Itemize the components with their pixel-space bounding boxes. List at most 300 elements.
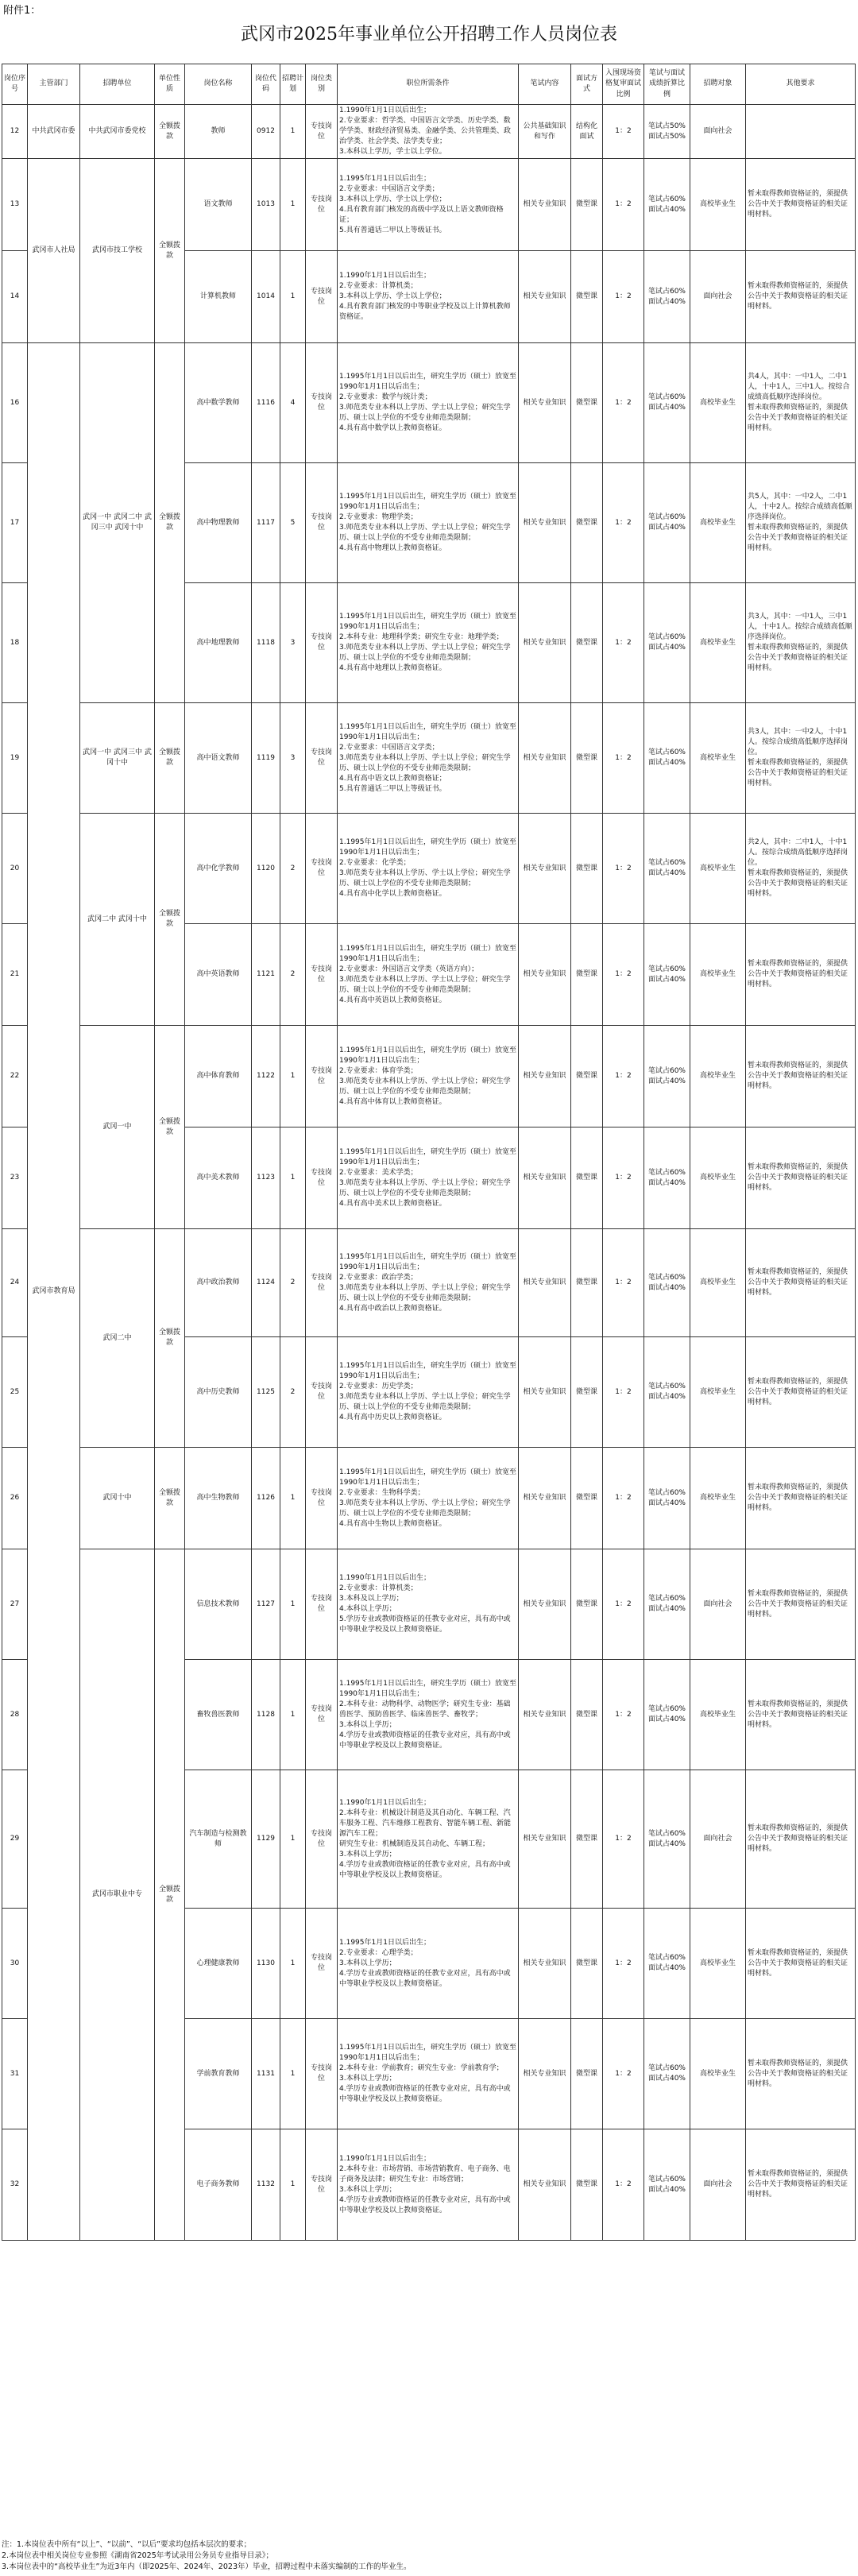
- text-line: 面试占40%: [647, 1964, 686, 1973]
- text-line: 1.1995年1月1日以后出生，研究生学历（硕士）放宽至1990年1月1日以后出生；: [339, 944, 516, 963]
- conditions-cell: [338, 924, 519, 1026]
- seq-cell: 21: [2, 924, 28, 1026]
- score-weight-cell: [644, 1660, 690, 1770]
- interview-ratio-cell: 1：2: [603, 924, 644, 1026]
- exam-content-cell: 相关专业知识: [519, 1026, 571, 1127]
- other-requirements-cell: [746, 2019, 856, 2129]
- score-weight-cell: [644, 1229, 690, 1337]
- text-line: 暂未取得教师资格证的，须提供公告中关于教师资格证的相关证明材料。: [748, 524, 848, 553]
- other-requirements-cell: [746, 343, 856, 463]
- text-line: 1.1995年1月1日以后出生；: [339, 1938, 431, 1947]
- interview-ratio-cell: 1：2: [603, 1909, 644, 2019]
- text-line: 4.具有高中美术以上教师资格证。: [339, 1199, 446, 1208]
- column-header: 岗位代码: [252, 64, 280, 105]
- text-line: 1.1995年1月1日以后出生，研究生学历（硕士）放宽至1990年1月1日以后出生；: [339, 1468, 516, 1487]
- post-code-cell: 1129: [252, 1770, 280, 1909]
- post-code-cell: 1122: [252, 1026, 280, 1127]
- text-line: 1.1995年1月1日以后出生，研究生学历（硕士）放宽至1990年1月1日以后出生；: [339, 2044, 516, 2063]
- text-line: 暂未取得教师资格证的，须提供公告中关于教师资格证的相关证明材料。: [748, 960, 848, 989]
- seq-cell: 29: [2, 1770, 28, 1909]
- note-item: 注：1.本岗位表中所有“以上”、“以前”、“以后”要求均包括本层次的要求；: [2, 2540, 252, 2549]
- post-category-cell: 专技岗位: [306, 1026, 338, 1127]
- interview-method-cell: 结构化面试: [571, 105, 603, 159]
- text-line: 3.师范类专业本科以上学历、学士以上学位；研究生学历、硕士以上学位的不受专业师范类限制；: [339, 1077, 511, 1096]
- text-line: 笔试占60%: [647, 513, 686, 522]
- unit-cell: 武冈十中: [80, 1448, 155, 1549]
- conditions-cell: [338, 1127, 519, 1229]
- conditions-cell: [338, 1549, 519, 1660]
- conditions-cell: [338, 1229, 519, 1337]
- text-line: 笔试占60%: [647, 2175, 686, 2183]
- plan-count-cell: 4: [280, 343, 306, 463]
- target-cell: 高校毕业生: [690, 703, 746, 814]
- text-line: 笔试占60%: [647, 195, 686, 203]
- post-category-cell: 专技岗位: [306, 1448, 338, 1549]
- target-cell: 高校毕业生: [690, 1909, 746, 2019]
- exam-content-cell: 相关专业知识: [519, 463, 571, 583]
- score-weight-cell: [644, 1549, 690, 1660]
- seq-cell: 18: [2, 583, 28, 703]
- interview-ratio-cell: 1：2: [603, 1448, 644, 1549]
- conditions-cell: [338, 1909, 519, 2019]
- text-line: 面试占40%: [647, 869, 686, 878]
- target-cell: 高校毕业生: [690, 463, 746, 583]
- text-line: 2.本科专业：地理科学类；研究生专业：地理学类；: [339, 633, 504, 642]
- text-line: 3.师范类专业本科以上学历、学士以上学位；研究生学历、硕士以上学位的不受专业师范类限制；: [339, 1178, 511, 1197]
- text-line: 面试占40%: [647, 1715, 686, 1724]
- interview-method-cell: 微型课: [571, 1337, 603, 1448]
- interview-method-cell: 微型课: [571, 703, 603, 814]
- text-line: 笔试占50%: [647, 122, 686, 130]
- other-requirements-cell: [746, 814, 856, 924]
- text-line: 1.1990年1月1日以后出生；: [339, 106, 431, 114]
- plan-count-cell: 2: [280, 1229, 306, 1337]
- interview-ratio-cell: 1：2: [603, 703, 644, 814]
- exam-content-cell: 相关专业知识: [519, 159, 571, 251]
- text-line: 4.具有高中地理以上教师资格证。: [339, 664, 446, 673]
- seq-cell: 24: [2, 1229, 28, 1337]
- score-weight-cell: [644, 343, 690, 463]
- text-line: 笔试占60%: [647, 1383, 686, 1391]
- interview-method-cell: 微型课: [571, 1448, 603, 1549]
- text-line: 暂未取得教师资格证的，须提供公告中关于教师资格证的相关证明材料。: [748, 1589, 848, 1619]
- interview-method-cell: 微型课: [571, 2129, 603, 2241]
- other-requirements-cell: [746, 1770, 856, 1909]
- post-category-cell: 专技岗位: [306, 463, 338, 583]
- post-category-cell: 专技岗位: [306, 1337, 338, 1448]
- post-code-cell: 1127: [252, 1549, 280, 1660]
- plan-count-cell: 1: [280, 1448, 306, 1549]
- interview-ratio-cell: 1：2: [603, 1337, 644, 1448]
- text-line: 暂未取得教师资格证的，须提供公告中关于教师资格证的相关证明材料。: [748, 190, 848, 219]
- interview-method-cell: 微型课: [571, 2019, 603, 2129]
- table-row: [2, 343, 856, 463]
- text-line: 3.本科以上学历、学士以上学位；: [339, 195, 446, 203]
- nature-cell: 全额拨款: [155, 1229, 185, 1448]
- seq-cell: 22: [2, 1026, 28, 1127]
- score-weight-cell: [644, 1909, 690, 2019]
- text-line: 2.专业要求：中国语言文学类；: [339, 743, 439, 752]
- text-line: 面试占50%: [647, 132, 686, 141]
- text-line: 2.专业要求：体育学类；: [339, 1066, 418, 1075]
- text-line: 4.具有高中物理以上教师资格证。: [339, 544, 446, 553]
- post-code-cell: 1119: [252, 703, 280, 814]
- text-line: 1.1990年1月1日以后出生；: [339, 272, 431, 280]
- table-row: [2, 814, 856, 924]
- post-name-cell: 高中生物教师: [185, 1448, 252, 1549]
- text-line: 笔试占60%: [647, 1273, 686, 1282]
- exam-content-cell: 相关专业知识: [519, 251, 571, 343]
- interview-method-cell: 微型课: [571, 1549, 603, 1660]
- other-requirements-cell: [746, 703, 856, 814]
- score-weight-cell: [644, 2129, 690, 2241]
- text-line: 面试占40%: [647, 1499, 686, 1507]
- interview-ratio-cell: 1：2: [603, 1660, 644, 1770]
- text-line: 面试占40%: [647, 524, 686, 532]
- exam-content-cell: 相关专业知识: [519, 924, 571, 1026]
- target-cell: 面向社会: [690, 251, 746, 343]
- seq-cell: 12: [2, 105, 28, 159]
- text-line: 4.具有高中数学以上教师资格证。: [339, 424, 446, 433]
- score-weight-cell: [644, 1026, 690, 1127]
- score-weight-cell: [644, 159, 690, 251]
- score-weight-cell: [644, 1770, 690, 1909]
- attachment-label: 附件1：: [3, 5, 41, 17]
- score-weight-cell: [644, 2019, 690, 2129]
- post-code-cell: 1118: [252, 583, 280, 703]
- target-cell: 面向社会: [690, 2129, 746, 2241]
- post-category-cell: 专技岗位: [306, 1909, 338, 2019]
- seq-cell: 16: [2, 343, 28, 463]
- text-line: 3.师范类专业本科以上学历、学士以上学位；研究生学历、硕士以上学位的不受专业师范类限制；: [339, 1283, 511, 1302]
- text-line: 1.1990年1月1日以后出生；: [339, 1798, 431, 1807]
- interview-method-cell: 微型课: [571, 1660, 603, 1770]
- text-line: 1.1995年1月1日以后出生，研究生学历（硕士）放宽至1990年1月1日以后出生；: [339, 1046, 516, 1065]
- unit-cell: 武冈一中 武冈二中 武冈三中 武冈十中: [80, 343, 155, 703]
- seq-cell: 14: [2, 251, 28, 343]
- dept-cell: 武冈市人社局: [28, 159, 80, 343]
- column-header: 其他要求: [746, 64, 856, 105]
- conditions-cell: [338, 1770, 519, 1909]
- target-cell: 面向社会: [690, 1549, 746, 1660]
- table-body: [2, 105, 856, 2241]
- text-line: 面试占40%: [647, 1283, 686, 1292]
- other-requirements-cell: [746, 1229, 856, 1337]
- text-line: 面试占40%: [647, 1839, 686, 1848]
- post-name-cell: 畜牧兽医教师: [185, 1660, 252, 1770]
- table-row: [2, 1229, 856, 1337]
- text-line: 面试占40%: [647, 2185, 686, 2194]
- score-weight-cell: [644, 1127, 690, 1229]
- text-line: 3.师范类专业本科以上学历、学士以上学位；研究生学历、硕士以上学位的不受专业师范类限制；: [339, 644, 511, 663]
- text-line: 3.本科以上学历；: [339, 2185, 396, 2194]
- conditions-cell: [338, 2019, 519, 2129]
- score-weight-cell: [644, 703, 690, 814]
- nature-cell: 全额拨款: [155, 1026, 185, 1229]
- table-row: [2, 1448, 856, 1549]
- text-line: 4.学历专业或教师资格证的任教专业对应，具有高中或中等职业学校及以上教师资格证。: [339, 1969, 511, 1988]
- post-code-cell: 1117: [252, 463, 280, 583]
- text-line: 3.师范类专业本科以上学历、学士以上学位；研究生学历、硕士以上学位的不受专业师范类限制；: [339, 524, 511, 543]
- seq-cell: 30: [2, 1909, 28, 2019]
- column-header: 岗位序号: [2, 64, 28, 105]
- score-weight-cell: [644, 814, 690, 924]
- table-row: [2, 105, 856, 159]
- text-line: 暂未取得教师资格证的，须提供公告中关于教师资格证的相关证明材料。: [748, 1700, 848, 1729]
- plan-count-cell: 1: [280, 105, 306, 159]
- score-weight-cell: [644, 583, 690, 703]
- text-line: 3.本科以上学历；: [339, 2075, 396, 2083]
- text-line: 笔试占60%: [647, 633, 686, 642]
- score-weight-cell: [644, 105, 690, 159]
- column-header: 笔试与面试成绩折算比例: [644, 64, 690, 105]
- text-line: 3.师范类专业本科以上学历、学士以上学位；研究生学历、硕士以上学位的不受专业师范类限制；: [339, 404, 511, 423]
- other-requirements-cell: [746, 1660, 856, 1770]
- notes: [2, 2539, 855, 2572]
- conditions-cell: [338, 343, 519, 463]
- target-cell: 高校毕业生: [690, 2019, 746, 2129]
- post-code-cell: 1132: [252, 2129, 280, 2241]
- interview-ratio-cell: 1：2: [603, 463, 644, 583]
- text-line: 1.1995年1月1日以后出生；: [339, 174, 431, 183]
- conditions-cell: [338, 1660, 519, 1770]
- text-line: 2.专业要求：化学类；: [339, 859, 411, 868]
- text-line: 面试占40%: [647, 1178, 686, 1187]
- other-requirements-cell: [746, 159, 856, 251]
- text-line: 3.师范类专业本科以上学历、学士以上学位；研究生学历、硕士以上学位的不受专业师范类限制；: [339, 753, 511, 772]
- text-line: 面试占40%: [647, 644, 686, 652]
- text-line: 4.具有高中化学以上教师资格证。: [339, 890, 446, 899]
- text-line: 1.1995年1月1日以后出生，研究生学历（硕士）放宽至1990年1月1日以后出生；: [339, 1362, 516, 1381]
- text-line: 1.1995年1月1日以后出生，研究生学历（硕士）放宽至1990年1月1日以后出生；: [339, 722, 516, 741]
- text-line: 1.1995年1月1日以后出生，研究生学历（硕士）放宽至1990年1月1日以后出生；: [339, 493, 516, 512]
- text-line: 暂未取得教师资格证的，须提供公告中关于教师资格证的相关证明材料。: [748, 2170, 848, 2199]
- seq-cell: 17: [2, 463, 28, 583]
- other-requirements-cell: [746, 251, 856, 343]
- text-line: 笔试占60%: [647, 859, 686, 868]
- text-line: 暂未取得教师资格证的，须提供公告中关于教师资格证的相关证明材料。: [748, 1377, 848, 1406]
- interview-ratio-cell: 1：2: [603, 1229, 644, 1337]
- text-line: 笔试占60%: [647, 1705, 686, 1714]
- text-line: 面试占40%: [647, 975, 686, 984]
- post-category-cell: 专技岗位: [306, 343, 338, 463]
- text-line: 共3人，其中：一中1人，三中1人，十中1人。按综合成绩高低顺序选择岗位。: [748, 613, 852, 642]
- text-line: 暂未取得教师资格证的，须提供公告中关于教师资格证的相关证明材料。: [748, 1483, 848, 1513]
- post-name-cell: 教师: [185, 105, 252, 159]
- text-line: 面试占40%: [647, 297, 686, 306]
- table-row: [2, 703, 856, 814]
- interview-method-cell: 微型课: [571, 463, 603, 583]
- target-cell: 面向社会: [690, 105, 746, 159]
- post-code-cell: 1123: [252, 1127, 280, 1229]
- text-line: 4.具有高中语文以上教师资格证；: [339, 774, 446, 783]
- target-cell: 高校毕业生: [690, 1448, 746, 1549]
- target-cell: 高校毕业生: [690, 1229, 746, 1337]
- text-line: 2.本科专业：动物科学、动物医学；研究生专业：基础兽医学、预防兽医学、临床兽医学、畜牧学；: [339, 1700, 511, 1719]
- post-name-cell: 高中英语教师: [185, 924, 252, 1026]
- conditions-cell: [338, 703, 519, 814]
- post-category-cell: 专技岗位: [306, 159, 338, 251]
- post-name-cell: 心理健康教师: [185, 1909, 252, 2019]
- post-category-cell: 专技岗位: [306, 1229, 338, 1337]
- score-weight-cell: [644, 1337, 690, 1448]
- post-name-cell: 语文教师: [185, 159, 252, 251]
- exam-content-cell: 相关专业知识: [519, 2129, 571, 2241]
- text-line: 面试占40%: [647, 2075, 686, 2083]
- exam-content-cell: 相关专业知识: [519, 1770, 571, 1909]
- text-line: 4.具有高中英语以上教师资格证。: [339, 996, 446, 1004]
- conditions-cell: [338, 1026, 519, 1127]
- seq-cell: 19: [2, 703, 28, 814]
- seq-cell: 28: [2, 1660, 28, 1770]
- plan-count-cell: 3: [280, 703, 306, 814]
- post-name-cell: 高中政治教师: [185, 1229, 252, 1337]
- text-line: 2.专业要求：数学与统计类；: [339, 393, 432, 402]
- plan-count-cell: 1: [280, 2129, 306, 2241]
- text-line: 笔试占60%: [647, 748, 686, 757]
- post-category-cell: 专技岗位: [306, 1549, 338, 1660]
- text-line: 3.师范类专业本科以上学历、学士以上学位；研究生学历、硕士以上学位的不受专业师范类限制；: [339, 1393, 511, 1412]
- interview-method-cell: 微型课: [571, 814, 603, 924]
- interview-ratio-cell: 1：2: [603, 814, 644, 924]
- exam-content-cell: 相关专业知识: [519, 1127, 571, 1229]
- text-line: 暂未取得教师资格证的，须提供公告中关于教师资格证的相关证明材料。: [748, 1268, 848, 1298]
- column-header: 招聘计划: [280, 64, 306, 105]
- text-line: 2.专业要求：外国语言文学类（英语方向）；: [339, 965, 479, 973]
- text-line: 面试占40%: [647, 1077, 686, 1085]
- plan-count-cell: 1: [280, 1549, 306, 1660]
- interview-ratio-cell: 1：2: [603, 1770, 644, 1909]
- text-line: 面试占40%: [647, 404, 686, 412]
- post-code-cell: 1126: [252, 1448, 280, 1549]
- score-weight-cell: [644, 463, 690, 583]
- conditions-cell: [338, 159, 519, 251]
- post-category-cell: 专技岗位: [306, 2019, 338, 2129]
- interview-method-cell: 微型课: [571, 1909, 603, 2019]
- text-line: 1.1995年1月1日以后出生，研究生学历（硕士）放宽至1990年1月1日以后出生；: [339, 613, 516, 632]
- seq-cell: 26: [2, 1448, 28, 1549]
- text-line: 4.学历专业或教师资格证的任教专业对应，具有高中或中等职业学校及以上教师资格证。: [339, 2085, 511, 2104]
- post-category-cell: 专技岗位: [306, 703, 338, 814]
- target-cell: 高校毕业生: [690, 1127, 746, 1229]
- other-requirements-cell: [746, 1909, 856, 2019]
- text-line: 3.师范类专业本科以上学历、学士以上学位；研究生学历、硕士以上学位的不受专业师范类限制；: [339, 869, 511, 888]
- column-header: 招聘对象: [690, 64, 746, 105]
- other-requirements-cell: [746, 1337, 856, 1448]
- nature-cell: 全额拨款: [155, 703, 185, 814]
- plan-count-cell: 1: [280, 1770, 306, 1909]
- post-code-cell: 1128: [252, 1660, 280, 1770]
- other-requirements-cell: [746, 1127, 856, 1229]
- note-item: 2.本岗位表中相关岗位专业参照《湖南省2025年考试录用公务员专业指导目录》；: [2, 2551, 273, 2560]
- target-cell: 高校毕业生: [690, 583, 746, 703]
- nature-cell: 全额拨款: [155, 159, 185, 343]
- exam-content-cell: 相关专业知识: [519, 1448, 571, 1549]
- text-line: 4.本科以上学历；: [339, 1605, 396, 1614]
- text-line: 4.具有高中体育以上教师资格证。: [339, 1097, 446, 1106]
- conditions-cell: [338, 2129, 519, 2241]
- score-weight-cell: [644, 1448, 690, 1549]
- text-line: 5.学历专业或教师资格证的任教专业对应，具有高中或中等职业学校及以上教师资格证。: [339, 1615, 511, 1634]
- text-line: 暂未取得教师资格证的，须提供公告中关于教师资格证的相关证明材料。: [748, 1824, 848, 1854]
- conditions-cell: [338, 1448, 519, 1549]
- post-name-cell: 学前教育教师: [185, 2019, 252, 2129]
- text-line: 2.本科专业：机械设计制造及其自动化、车辆工程、汽车服务工程、汽车维修工程教育、智能车辆工程、新能源汽车工程；: [339, 1808, 512, 1838]
- unit-cell: 武冈市职业中专: [80, 1549, 155, 2241]
- other-requirements-cell: [746, 1448, 856, 1549]
- text-line: 面试占40%: [647, 1393, 686, 1402]
- text-line: 暂未取得教师资格证的，须提供公告中关于教师资格证的相关证明材料。: [748, 1163, 848, 1193]
- text-line: 3.本科及以上学历；: [339, 1595, 404, 1603]
- text-line: 1.1990年1月1日以后出生；: [339, 2154, 431, 2163]
- seq-cell: 27: [2, 1549, 28, 1660]
- interview-ratio-cell: 1：2: [603, 2129, 644, 2241]
- plan-count-cell: 1: [280, 2019, 306, 2129]
- text-line: 笔试占60%: [647, 2064, 686, 2073]
- target-cell: 高校毕业生: [690, 924, 746, 1026]
- text-line: 4.学历专业或教师资格证的任教专业对应，具有高中或中等职业学校及以上教师资格证。: [339, 2195, 511, 2214]
- post-category-cell: 专技岗位: [306, 924, 338, 1026]
- post-name-cell: 高中历史教师: [185, 1337, 252, 1448]
- post-code-cell: 1130: [252, 1909, 280, 2019]
- score-weight-cell: [644, 251, 690, 343]
- post-category-cell: 专技岗位: [306, 251, 338, 343]
- conditions-cell: [338, 105, 519, 159]
- text-line: 共2人，其中：二中1人，十中1人。按综合成绩高低顺序选择岗位。: [748, 838, 848, 868]
- unit-cell: 武冈市技工学校: [80, 159, 155, 343]
- interview-ratio-cell: 1：2: [603, 251, 644, 343]
- nature-cell: 全额拨款: [155, 1448, 185, 1549]
- text-line: 4.学历专业或教师资格证的任教专业对应，具有高中或中等职业学校及以上教师资格证。: [339, 1860, 511, 1879]
- seq-cell: 31: [2, 2019, 28, 2129]
- post-code-cell: 1121: [252, 924, 280, 1026]
- text-line: 2.专业要求：政治学类；: [339, 1273, 418, 1282]
- other-requirements-cell: [746, 463, 856, 583]
- post-name-cell: 电子商务教师: [185, 2129, 252, 2241]
- text-line: 暂未取得教师资格证的，须提供公告中关于教师资格证的相关证明材料。: [748, 404, 848, 433]
- post-code-cell: 1014: [252, 251, 280, 343]
- column-header: 面试方式: [571, 64, 603, 105]
- plan-count-cell: 1: [280, 1127, 306, 1229]
- post-table: [2, 64, 856, 2241]
- seq-cell: 20: [2, 814, 28, 924]
- text-line: 3.本科以上学历；: [339, 1959, 396, 1967]
- post-code-cell: 1131: [252, 2019, 280, 2129]
- table-row: [2, 159, 856, 251]
- conditions-cell: [338, 463, 519, 583]
- other-requirements-cell: [746, 2129, 856, 2241]
- unit-cell: 武冈二中 武冈十中: [80, 814, 155, 1026]
- exam-content-cell: 相关专业知识: [519, 1337, 571, 1448]
- post-name-cell: 高中美术教师: [185, 1127, 252, 1229]
- target-cell: 高校毕业生: [690, 1660, 746, 1770]
- text-line: 4.具有高中历史以上教师资格证。: [339, 1414, 446, 1422]
- other-requirements-cell: [746, 924, 856, 1026]
- plan-count-cell: 2: [280, 1337, 306, 1448]
- other-requirements-cell: [746, 1549, 856, 1660]
- interview-ratio-cell: 1：2: [603, 105, 644, 159]
- nature-cell: 全额拨款: [155, 105, 185, 159]
- conditions-cell: [338, 814, 519, 924]
- post-category-cell: 专技岗位: [306, 105, 338, 159]
- target-cell: 高校毕业生: [690, 814, 746, 924]
- post-code-cell: 1013: [252, 159, 280, 251]
- post-name-cell: 高中体育教师: [185, 1026, 252, 1127]
- plan-count-cell: 2: [280, 814, 306, 924]
- conditions-cell: [338, 583, 519, 703]
- post-name-cell: 信息技术教师: [185, 1549, 252, 1660]
- interview-ratio-cell: 1：2: [603, 1549, 644, 1660]
